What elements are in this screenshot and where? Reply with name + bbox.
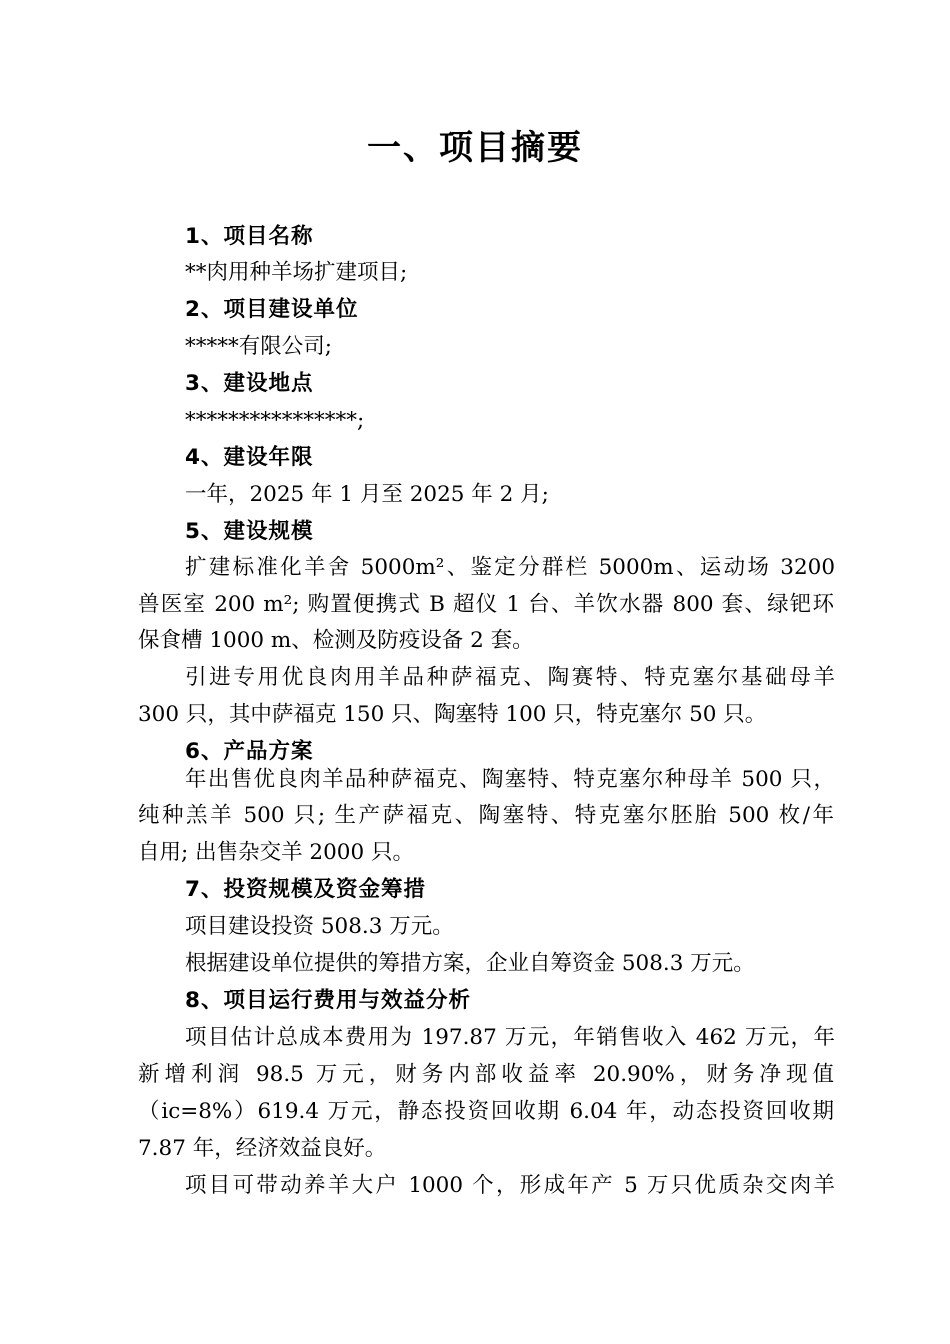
section-heading-construction-unit: 2、项目建设单位 [185, 297, 359, 322]
scale-paragraph-line: 保食槽 1000 m、检测及防疫设备 2 套。 [138, 628, 534, 653]
section-heading-duration: 4、建设年限 [185, 445, 314, 470]
cost-benefit-line: 项目估计总成本费用为 197.87 万元，年销售收入 462 万元，年 [185, 1025, 835, 1050]
product-plan-line: 自用; 出售杂交羊 2000 只。 [138, 840, 414, 865]
scale-paragraph-line: 300 只，其中萨福克 150 只、陶塞特 100 只，特克塞尔 50 只。 [138, 702, 767, 727]
investment-line: 根据建设单位提供的筹措方案，企业自筹资金 508.3 万元。 [185, 951, 755, 976]
duration-text: 一年，2025 年 1 月至 2025 年 2 月; [185, 482, 549, 507]
cost-benefit-line: 7.87 年，经济效益良好。 [138, 1136, 387, 1161]
section-heading-project-name: 1、项目名称 [185, 224, 314, 249]
product-plan-line: 年出售优良肉羊品种萨福克、陶塞特、特克塞尔种母羊 500 只， [185, 767, 835, 792]
location-text: ****************; [185, 408, 365, 433]
product-plan-line: 纯种羔羊 500 只; 生产萨福克、陶塞特、特克塞尔胚胎 500 枚/年 [138, 803, 834, 828]
project-name-text: **肉用种羊场扩建项目; [185, 260, 408, 285]
scale-paragraph-line: 兽医室 200 m²; 购置便携式 B 超仪 1 台、羊饮水器 800 套、绿钯环 [138, 592, 834, 617]
scale-paragraph-line: 扩建标准化羊舍 5000m²、鉴定分群栏 5000m、运动场 3200 [185, 555, 835, 580]
section-heading-location: 3、建设地点 [185, 371, 314, 396]
page-title: 一、项目摘要 [367, 128, 583, 168]
section-heading-product-plan: 6、产品方案 [185, 739, 314, 764]
section-heading-investment: 7、投资规模及资金筹措 [185, 877, 426, 902]
section-heading-cost-benefit: 8、项目运行费用与效益分析 [185, 988, 471, 1013]
investment-line: 项目建设投资 508.3 万元。 [185, 914, 454, 939]
section-heading-scale: 5、建设规模 [185, 519, 314, 544]
scale-paragraph-line: 引进专用优良肉用羊品种萨福克、陶赛特、特克塞尔基础母羊 [185, 665, 835, 690]
cost-benefit-line: 新增利润 98.5 万元，财务内部收益率 20.90%，财务净现值 [138, 1062, 834, 1087]
cost-benefit-line: （ic=8%）619.4 万元，静态投资回收期 6.04 年，动态投资回收期 [138, 1099, 834, 1124]
cost-benefit-line: 项目可带动养羊大户 1000 个，形成年产 5 万只优质杂交肉羊 [185, 1173, 835, 1198]
construction-unit-text: *****有限公司; [185, 334, 332, 359]
